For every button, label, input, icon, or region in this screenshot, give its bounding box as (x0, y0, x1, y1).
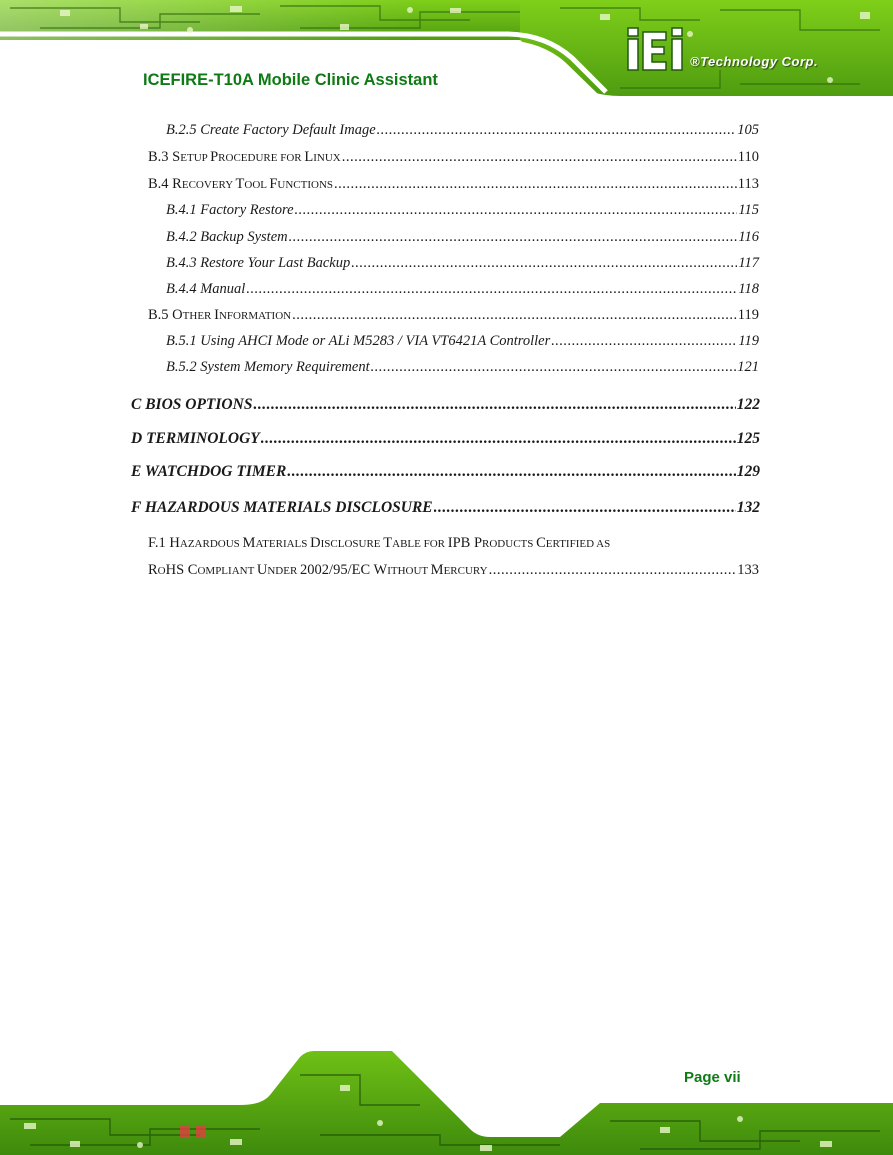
toc-entry[interactable] (166, 333, 759, 350)
toc-leader-dots (289, 229, 738, 246)
toc-entry[interactable] (148, 307, 759, 324)
page-number: Page vii (684, 1069, 741, 1086)
toc-entry-label: B.5.1 Using AHCI Mode or ALi M5283 / VIA VT6421A Controller (166, 333, 551, 349)
toc-entry-page: 110 (737, 149, 759, 165)
toc-entry[interactable] (166, 202, 759, 219)
toc-entry-label: C BIOS OPTIONS (131, 396, 253, 413)
iei-logo-icon (626, 26, 688, 72)
toc-entry-label: B.2.5 Create Factory Default Image (166, 122, 376, 138)
toc-entry[interactable] (131, 463, 760, 481)
toc-leader-dots (371, 359, 737, 376)
toc-entry-label: D TERMINOLOGY (131, 430, 260, 447)
toc-leader-dots (295, 202, 738, 219)
toc-entry[interactable] (148, 176, 759, 193)
toc-entry-label: B.4.3 Restore Your Last Backup (166, 255, 351, 271)
toc-entry-label: F HAZARDOUS MATERIALS DISCLOSURE (131, 499, 433, 516)
page-header (0, 0, 893, 110)
toc-entry-page: 129 (736, 463, 760, 480)
toc-entry-page: 105 (737, 122, 759, 138)
toc-leader-dots (342, 149, 737, 166)
toc-leader-dots (377, 122, 737, 139)
toc-entry-label: B.5 OTHER INFORMATION (148, 307, 292, 323)
toc-entry-page: 133 (737, 562, 759, 578)
toc-leader-dots (434, 499, 736, 517)
toc-entry[interactable] (131, 430, 760, 448)
toc-leader-dots (261, 430, 736, 448)
toc-entry-page: 113 (737, 176, 759, 192)
toc-entry-label: B.4.1 Factory Restore (166, 202, 294, 218)
toc-entry[interactable] (166, 122, 759, 139)
toc-entry-line-2[interactable] (148, 562, 759, 579)
toc-entry-label: F.1 HAZARDOUS MATERIALS DISCLOSURE TABLE FOR IPB PRODUCTS CERTIFIED AS (148, 535, 611, 551)
toc-entry[interactable] (148, 149, 759, 166)
toc-entry-page: 132 (736, 499, 760, 516)
toc-entry-label: B.3 SETUP PROCEDURE FOR LINUX (148, 149, 341, 165)
toc-entry-page: 121 (737, 359, 759, 375)
toc-leader-dots (246, 281, 737, 298)
toc-entry-page: 125 (736, 430, 760, 447)
toc-entry-label: B.4.2 Backup System (166, 229, 288, 245)
toc-entry[interactable] (166, 229, 759, 246)
toc-leader-dots (287, 463, 735, 481)
toc-entry-page: 122 (736, 396, 760, 413)
toc-entry-label: E WATCHDOG TIMER (131, 463, 287, 480)
toc-entry[interactable] (166, 359, 759, 376)
circuit-board-footer (0, 1045, 893, 1155)
toc-leader-dots (351, 255, 737, 272)
toc-entry-label: B.4.4 Manual (166, 281, 246, 297)
toc-entry-page: 117 (738, 255, 759, 271)
toc-leader-dots (334, 176, 737, 193)
toc-entry[interactable] (131, 499, 760, 517)
toc-entry-page: 119 (737, 307, 759, 323)
page-footer (0, 1045, 893, 1155)
toc-entry-page: 119 (738, 333, 759, 349)
toc-leader-dots (292, 307, 737, 324)
toc-entry[interactable] (131, 396, 760, 414)
iei-logo (622, 26, 884, 74)
logo-technology-corp: ®Technology Corp. (690, 54, 819, 69)
toc-entry-page: 118 (738, 281, 759, 297)
toc-leader-dots (253, 396, 735, 414)
toc-leader-dots (551, 333, 737, 350)
toc-entry-label: B.5.2 System Memory Requirement (166, 359, 370, 375)
toc-entry[interactable] (166, 281, 759, 298)
toc-entry[interactable] (166, 255, 759, 272)
toc-entry-line-1[interactable] (148, 535, 759, 552)
toc-entry-label: B.4 RECOVERY TOOL FUNCTIONS (148, 176, 334, 192)
toc-entry-page: 116 (738, 229, 759, 245)
document-title: ICEFIRE-T10A Mobile Clinic Assistant (143, 71, 438, 89)
toc-entry-page: 115 (738, 202, 759, 218)
toc-entry-label-cont: ROHS COMPLIANT UNDER 2002/95/EC WITHOUT MERCURY (148, 562, 488, 578)
toc-leader-dots (489, 562, 737, 579)
